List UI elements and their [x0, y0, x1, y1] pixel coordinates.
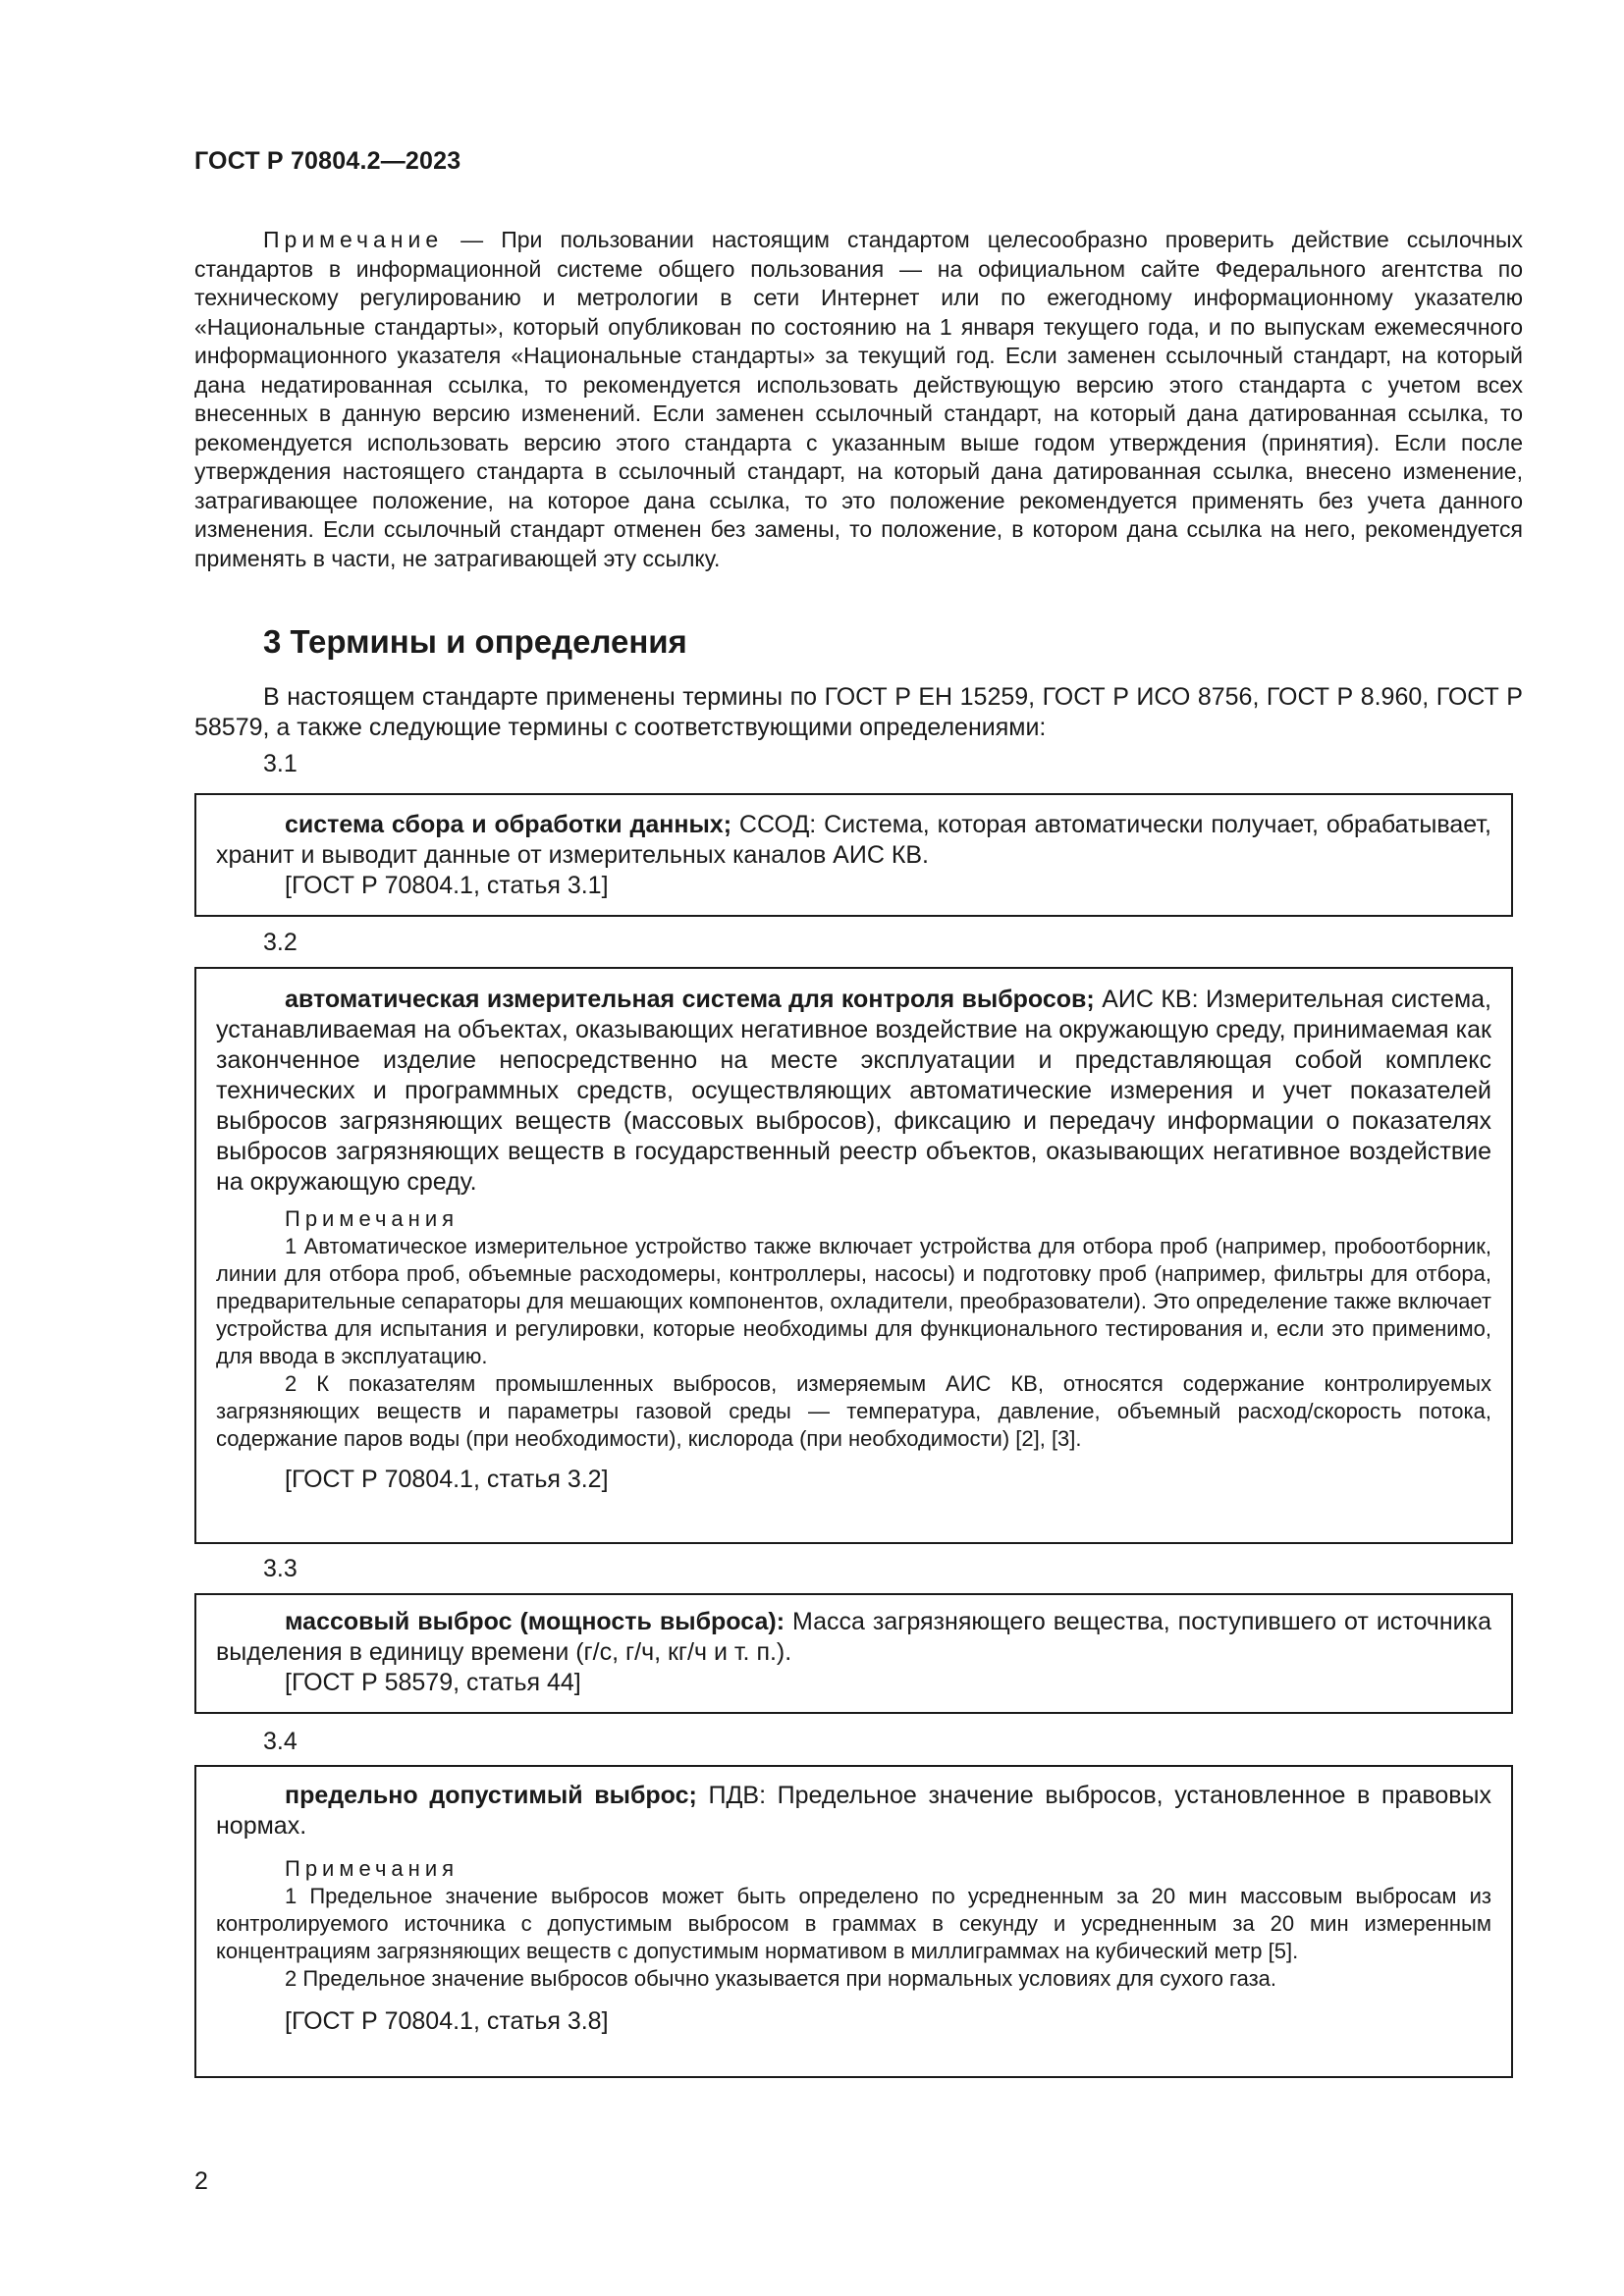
- term-box-3-4: [194, 1765, 1513, 2078]
- term-number: 3.2: [263, 929, 298, 956]
- note-text: — При пользовании настоящим стандартом целесообразно проверить действие ссылочных стандартов в информационной системе общего пользования — на официальном сайте Федерального агентства по техническому регулированию и метрологии в сети Интернет или по ежегодному информационному указателю «Национальные стандарты», который опубликован по состоянию на 1 января текущего года, и по выпускам ежемесячного информационного указателя «Национальные стандарты» за текущий год. Если заменен ссылочный стандарт, на который дана недатированная ссылка, то рекомендуется использовать действующую версию этого стандарта с учетом всех внесенных в данную версию изменений. Если заменен ссылочный стандарт, на который дана датированная ссылка, то рекомендуется использовать версию этого стандарта с указанным выше годом утверждения (принятия). Если после утверждения настоящего стандарта в ссылочный стандарт, на который дана датированная ссылка, внесено изменение, затрагивающее положение, на которое дана ссылка, то это положение рекомендуется применять без учета данного изменения. Если ссылочный стандарт отменен без замены, то положение, в котором дана ссылка на него, рекомендуется применять в части, не затрагивающей эту ссылку.: [194, 227, 1523, 571]
- notes-label: Примечания: [285, 1856, 460, 1881]
- term-definition: [216, 1781, 1491, 1842]
- term-name: массовый выброс (мощность выброса):: [285, 1608, 785, 1635]
- term-definition: [216, 1607, 1491, 1668]
- term-number: 3.3: [263, 1555, 298, 1582]
- note-label: Примечание: [263, 227, 444, 252]
- document-code: ГОСТ Р 70804.2—2023: [194, 147, 461, 175]
- reference-note: [194, 226, 1523, 573]
- term-name: предельно допустимый выброс;: [285, 1782, 697, 1809]
- term-text: ПДВ: Предельное значение выбросов, установленное в правовых нормах.: [216, 1782, 1491, 1840]
- term-box-3-3: [194, 1593, 1513, 1714]
- term-definition: [216, 810, 1491, 871]
- term-source: [ГОСТ Р 70804.1, статья 3.2]: [285, 1466, 609, 1493]
- term-name: система сбора и обработки данных;: [285, 811, 732, 838]
- section-title: 3 Термины и определения: [263, 623, 687, 660]
- note-item: 1 Предельное значение выбросов может быть определено по усредненным за 20 мин массовым выбросам из контролируемого источника с допустимым выбросом в граммах в секунду и усредненным за 20 мин измеренным концентрациям загрязняющих веществ с допустимым нормативом в миллиграммах на кубический метр [5].: [216, 1884, 1491, 1963]
- term-box-3-2: [194, 967, 1513, 1544]
- section-intro: В настоящем стандарте применены термины по ГОСТ Р ЕН 15259, ГОСТ Р ИСО 8756, ГОСТ Р 8.960, ГОСТ Р 58579, а также следующие термины с соответствующими определениями:: [194, 683, 1523, 741]
- term-source: [ГОСТ Р 70804.1, статья 3.1]: [285, 872, 609, 899]
- term-name: автоматическая измерительная система для контроля выбросов;: [285, 986, 1095, 1013]
- term-box-3-1: [194, 793, 1513, 917]
- term-number: 3.4: [263, 1728, 298, 1755]
- page-number: 2: [194, 2167, 208, 2195]
- term-text: АИС КВ: Измерительная система, устанавливаемая на объектах, оказывающих негативное воздействие на окружающую среду, принимаемая как законченное изделие непосредственно на месте эксплуатации и представляющая собой комплекс технических и программных средств, осуществляющих автоматические измерения и учет показателей выбросов загрязняющих веществ (массовых выбросов), фиксацию и передачу информации о показателях выбросов загрязняющих веществ в государственный реестр объектов, оказывающих негативное воздействие на окружающую среду.: [216, 986, 1491, 1196]
- note-item: 2 Предельное значение выбросов обычно указывается при нормальных условиях для сухого газа.: [285, 1966, 1277, 1991]
- term-definition: [216, 985, 1491, 1198]
- term-number: 3.1: [263, 750, 298, 777]
- note-item: 1 Автоматическое измерительное устройство также включает устройства для отбора проб (например, пробоотборник, линии для отбора проб, объемные расходомеры, контроллеры, насосы) и подготовку проб (например, фильтры для отбора, предварительные сепараторы для мешающих компонентов, охладители, преобразователи). Это определение также включает устройства для испытания и регулировки, которые необходимы для функционального тестирования и, если это применимо, для ввода в эксплуатацию.: [216, 1234, 1491, 1368]
- term-source: [ГОСТ Р 58579, статья 44]: [285, 1669, 581, 1696]
- notes-label: Примечания: [285, 1206, 460, 1231]
- term-source: [ГОСТ Р 70804.1, статья 3.8]: [285, 2007, 609, 2035]
- term-text: Масса загрязняющего вещества, поступившего от источника выделения в единицу времени (г/с, г/ч, кг/ч и т. п.).: [216, 1608, 1491, 1666]
- note-item: 2 К показателям промышленных выбросов, измеряемым АИС КВ, относятся содержание контролируемых загрязняющих веществ и параметры газовой среды — температура, давление, объемный расход/скорость потока, содержание паров воды (при необходимости), кислорода (при необходимости) [2], [3].: [216, 1371, 1491, 1451]
- term-text: ССОД: Система, которая автоматически получает, обрабатывает, хранит и выводит данные от измерительных каналов АИС КВ.: [216, 811, 1491, 869]
